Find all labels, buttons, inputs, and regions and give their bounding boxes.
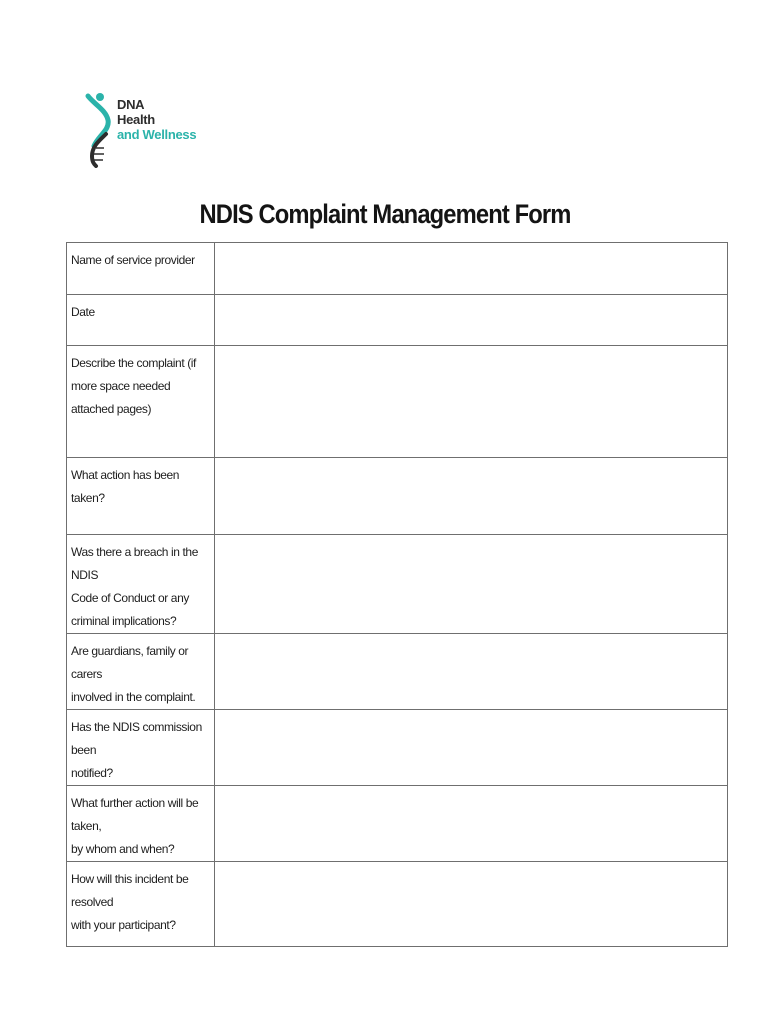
form-row-service-provider (67, 243, 728, 295)
form-field-service-provider[interactable] (215, 243, 728, 295)
form-label-complaint: Describe the complaint (if more space needed attached pages) (71, 356, 196, 416)
company-logo (84, 90, 204, 168)
logo-text-wellness: and Wellness (117, 127, 197, 142)
form-row-commission (67, 710, 728, 786)
form-label-further-action: What further action will be taken, by whom and when? (71, 796, 199, 856)
form-field-complaint[interactable] (215, 346, 728, 458)
logo-text-health: Health (117, 112, 155, 127)
form-field-action-taken[interactable] (215, 458, 728, 535)
form-label-commission: Has the NDIS commission been notified? (71, 720, 202, 780)
form-row-complaint (67, 346, 728, 458)
form-title: NDIS Complaint Management Form (199, 199, 571, 229)
form-label-action-taken: What action has been taken? (71, 468, 180, 505)
form-field-guardians[interactable] (215, 634, 728, 710)
form-row-date (67, 295, 728, 346)
form-label-service-provider: Name of service provider (71, 253, 195, 267)
form-row-breach (67, 535, 728, 634)
form-row-further-action (67, 786, 728, 862)
form-field-commission[interactable] (215, 710, 728, 786)
form-row-resolution (67, 862, 728, 947)
form-label-date: Date (71, 305, 95, 319)
logo-text-dna: DNA (117, 97, 145, 112)
form-field-date[interactable] (215, 295, 728, 346)
dna-logo-icon (84, 90, 118, 168)
form-label-resolution: How will this incident be resolved with your participant? (71, 872, 189, 932)
form-label-breach: Was there a breach in the NDIS Code of Conduct or any criminal implications? (71, 545, 198, 628)
form-row-guardians (67, 634, 728, 710)
form-label-guardians: Are guardians, family or carers involved in the complaint. (71, 644, 196, 704)
form-field-breach[interactable] (215, 535, 728, 634)
form-row-action-taken (67, 458, 728, 535)
form-field-further-action[interactable] (215, 786, 728, 862)
complaint-form-table (66, 242, 728, 947)
form-field-resolution[interactable] (215, 862, 728, 947)
